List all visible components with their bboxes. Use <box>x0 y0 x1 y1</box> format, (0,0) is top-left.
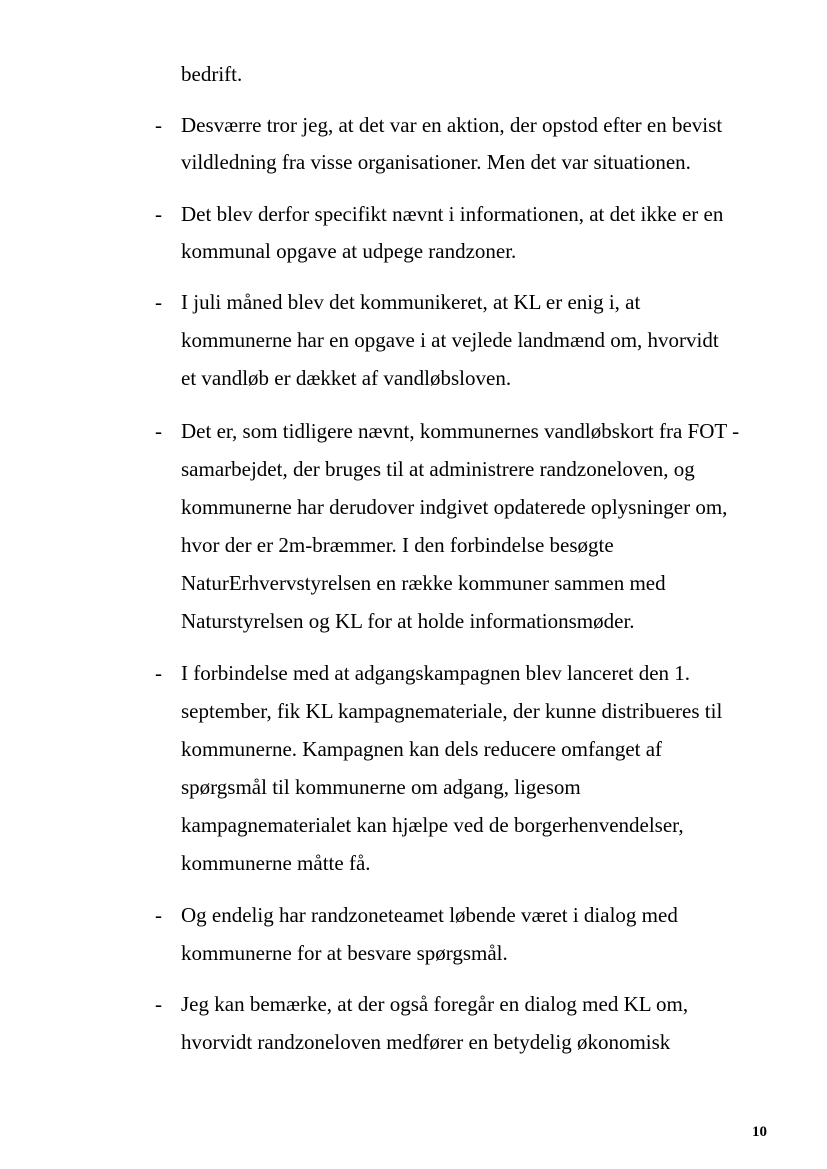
paragraph-line: kommunerne har derudover indgivet opdaterede oplysninger om, <box>181 495 728 519</box>
bullet-dash: - <box>155 290 162 314</box>
continuation-line: bedrift. <box>181 62 243 86</box>
page-number: 10 <box>752 1124 767 1140</box>
paragraph-line: I forbindelse med at adgangskampagnen blev lanceret den 1. <box>181 661 691 685</box>
bullet-dash: - <box>155 202 162 226</box>
paragraph-line: Og endelig har randzoneteamet løbende været i dialog med <box>181 903 678 927</box>
paragraph-line: spørgsmål til kommunerne om adgang, ligesom <box>181 775 581 799</box>
bullet-dash: - <box>155 903 162 927</box>
paragraph-line: kommunerne har en opgave i at vejlede landmænd om, hvorvidt <box>181 328 719 352</box>
paragraph-line: Naturstyrelsen og KL for at holde informationsmøder. <box>181 609 635 633</box>
paragraph-line: kampagnematerialet kan hjælpe ved de borgerhenvendelser, <box>181 813 684 837</box>
paragraph-line: I juli måned blev det kommunikeret, at KL er enig i, at <box>181 290 641 314</box>
paragraph-line: NaturErhvervstyrelsen en række kommuner sammen med <box>181 571 666 595</box>
paragraph-line: kommunerne måtte få. <box>181 851 371 875</box>
bullet-dash: - <box>155 661 162 685</box>
paragraph-line: Det blev derfor specifikt nævnt i informationen, at det ikke er en <box>181 202 724 226</box>
paragraph-line: Det er, som tidligere nævnt, kommunernes vandløbskort fra FOT - <box>181 419 740 443</box>
paragraph-line: vildledning fra visse organisationer. Men det var situationen. <box>181 150 691 174</box>
bullet-dash: - <box>155 419 162 443</box>
paragraph-line: kommunerne. Kampagnen kan dels reducere omfanget af <box>181 737 663 761</box>
bullet-dash: - <box>155 992 162 1016</box>
paragraph-line: hvor der er 2m-bræmmer. I den forbindelse besøgte <box>181 533 614 557</box>
paragraph-line: samarbejdet, der bruges til at administrere randzoneloven, og <box>181 457 695 481</box>
paragraph-line: kommunerne for at besvare spørgsmål. <box>181 941 508 965</box>
paragraph-line: Jeg kan bemærke, at der også foregår en dialog med KL om, <box>181 992 689 1016</box>
paragraph-line: et vandløb er dækket af vandløbsloven. <box>181 366 512 390</box>
bullet-dash: - <box>155 113 162 137</box>
paragraph-line: Desværre tror jeg, at det var en aktion, der opstod efter en bevist <box>181 113 723 137</box>
paragraph-line: september, fik KL kampagnemateriale, der kunne distribueres til <box>181 699 723 723</box>
paragraph-line: kommunal opgave at udpege randzoner. <box>181 239 517 263</box>
paragraph-line: hvorvidt randzoneloven medfører en betydelig økonomisk <box>181 1030 671 1054</box>
